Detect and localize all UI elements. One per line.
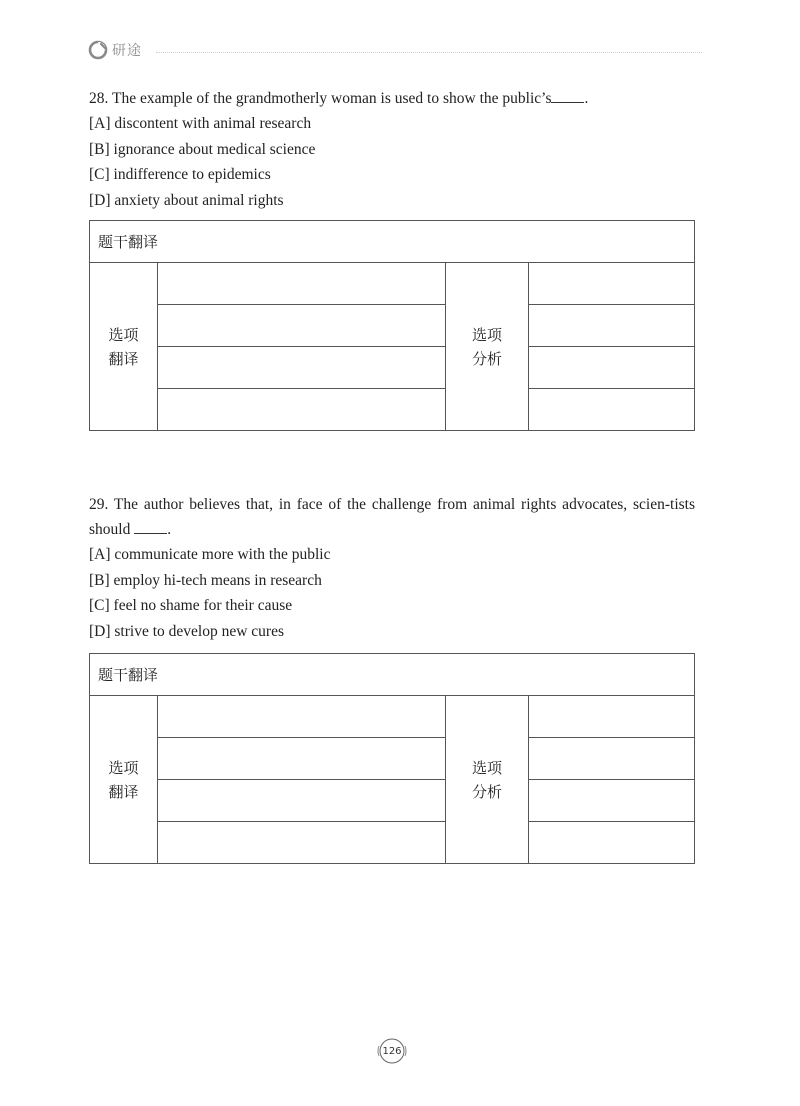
stem-translation-label: 题干翻译: [90, 654, 695, 696]
question-stem: 28. The example of the grandmotherly woman is used to show the public’s .: [89, 90, 589, 107]
option-translation-cell[interactable]: [158, 696, 446, 738]
option-d: [D] anxiety about animal rights: [89, 191, 284, 209]
option-translation-cell[interactable]: [158, 389, 446, 431]
stem-translation-label: 题干翻译: [90, 221, 695, 263]
option-translation-cell[interactable]: [158, 347, 446, 389]
answer-blank: [134, 521, 167, 534]
option-a: [A] communicate more with the public: [89, 546, 331, 563]
swirl-logo-icon: [88, 40, 108, 60]
option-c: [C] indifference to epidemics: [89, 166, 271, 183]
option-d: [D] strive to develop new cures: [89, 622, 284, 640]
option-analysis-label: 选项 分析: [446, 263, 529, 431]
option-analysis-cell[interactable]: [529, 389, 695, 431]
option-translation-cell[interactable]: [158, 305, 446, 347]
option-analysis-cell[interactable]: [529, 347, 695, 389]
analysis-table-29: [89, 653, 695, 864]
option-c: [C] feel no shame for their cause: [89, 597, 293, 614]
analysis-table-28: [89, 220, 695, 431]
brand-name: 研途: [112, 43, 142, 59]
option-b: [B] ignorance about medical science: [89, 140, 316, 158]
page-header: [88, 40, 702, 64]
option-analysis-label: 选项 分析: [446, 696, 529, 864]
option-b: [B] employ hi-tech means in research: [89, 571, 322, 589]
option-analysis-cell[interactable]: [529, 780, 695, 822]
option-translation-cell[interactable]: [158, 738, 446, 780]
option-translation-cell[interactable]: [158, 822, 446, 864]
option-analysis-cell[interactable]: [529, 738, 695, 780]
header-divider: [156, 52, 702, 53]
option-analysis-cell[interactable]: [529, 822, 695, 864]
option-translation-cell[interactable]: [158, 780, 446, 822]
option-analysis-cell[interactable]: [529, 263, 695, 305]
option-translation-label: 选项 翻译: [90, 696, 158, 864]
brand-logo: [88, 40, 142, 60]
option-analysis-cell[interactable]: [529, 305, 695, 347]
answer-blank: [551, 90, 584, 103]
option-analysis-cell[interactable]: [529, 696, 695, 738]
question-stem: 29. The author believes that, in face of the challenge from animal rights advocates, scien-tists should .: [89, 496, 695, 538]
option-a: [A] discontent with animal research: [89, 115, 312, 132]
option-translation-cell[interactable]: [158, 263, 446, 305]
question-29: [89, 492, 695, 644]
option-translation-label: 选项 翻译: [90, 263, 158, 431]
page-number: 126: [382, 1045, 402, 1057]
question-28: [89, 86, 695, 213]
page-footer: [376, 1035, 408, 1067]
